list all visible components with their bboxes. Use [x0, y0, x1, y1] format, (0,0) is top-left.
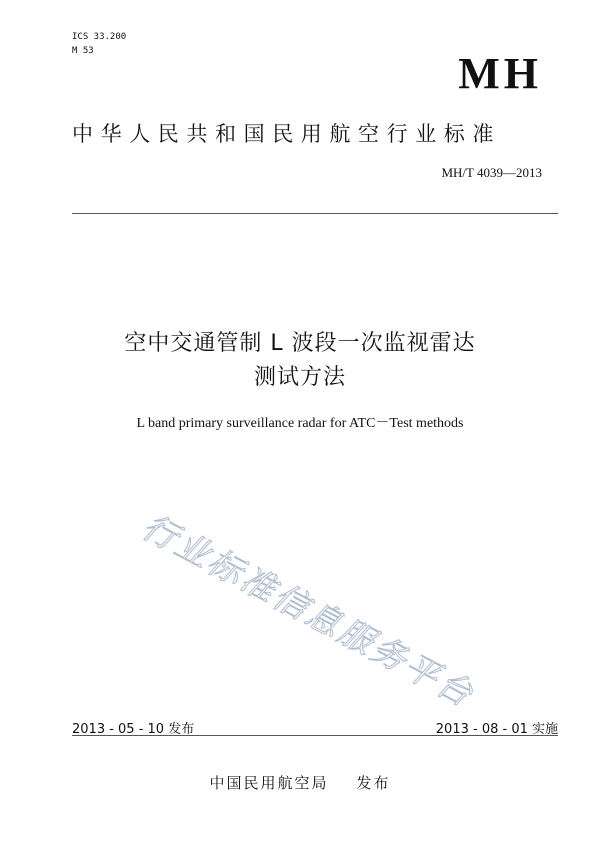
document-title-line-2: 测试方法 — [253, 365, 346, 390]
standard-type-title: 中华人民共和国民用航空行业标准 — [72, 122, 501, 146]
header-divider — [72, 213, 558, 214]
classification-codes — [72, 30, 126, 58]
issuer-line — [0, 772, 600, 793]
footer-divider — [72, 735, 558, 736]
ics-code: ICS 33.200 — [72, 32, 127, 42]
category-code: M 53 — [72, 46, 94, 56]
issue-action: 发布 — [356, 774, 391, 792]
document-title-line-1: 空中交通管制 L 波段一次监视雷达 — [124, 331, 476, 356]
standard-number: MH/T 4039—2013 — [441, 165, 542, 180]
issue-date: 2013 - 05 - 10 发布 — [72, 722, 195, 737]
issuing-organization: 中国民用航空局 — [209, 774, 329, 792]
mh-logo: MH — [458, 49, 542, 98]
effective-date: 2013 - 08 - 01 实施 — [435, 722, 558, 737]
watermark: 行业标准信息服务平台 — [135, 507, 481, 717]
english-title: L band primary surveillance radar for ATC－Test methods — [136, 416, 464, 431]
